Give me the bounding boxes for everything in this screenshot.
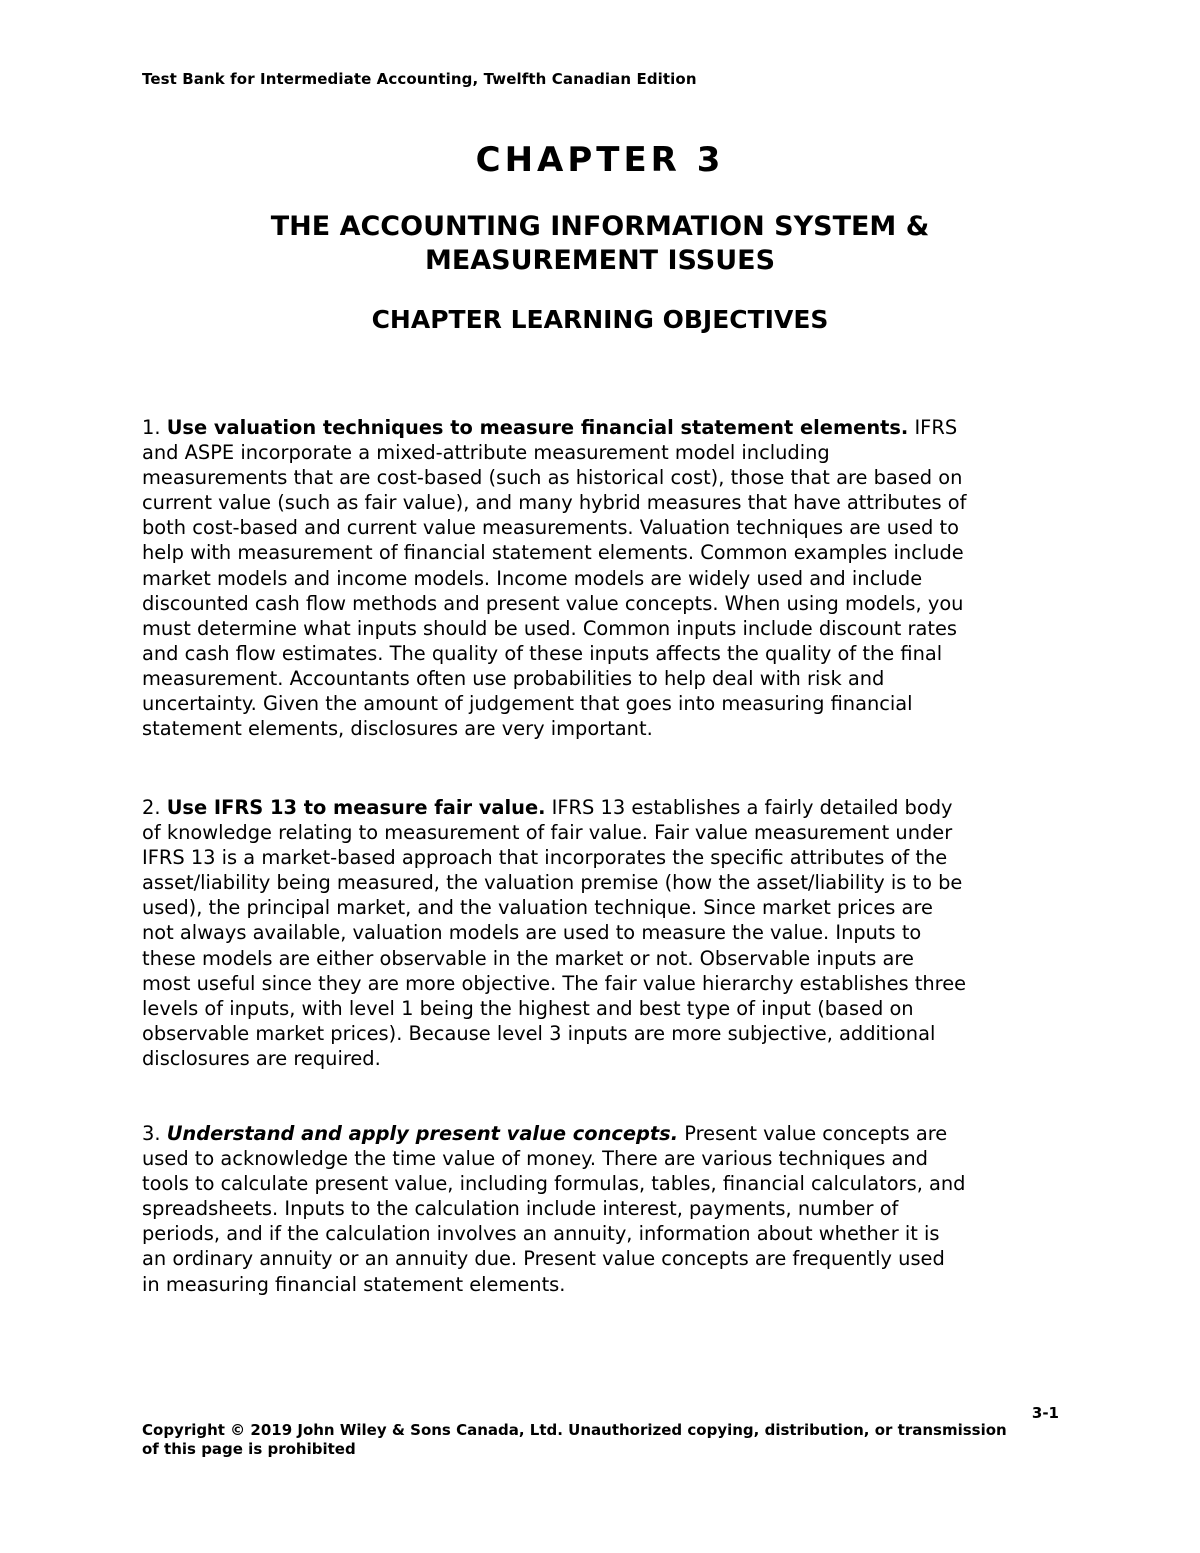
objective-number: 2. [142, 796, 161, 819]
objective-text-line: and ASPE incorporate a mixed-attribute measurement model including [142, 441, 830, 465]
objective-text-line: levels of inputs, with level 1 being the highest and best type of input (based on [142, 996, 914, 1020]
objective-text-line: help with measurement of financial statement elements. Common examples include [142, 541, 964, 565]
objective-text-line: market models and income models. Income models are widely used and include [142, 566, 923, 590]
objective-first-line [142, 795, 1062, 820]
objective-text-line: most useful since they are more objective. The fair value hierarchy establishes three [142, 971, 967, 995]
objective-text-line: IFRS [914, 416, 958, 439]
objective-text-line: asset/liability being measured, the valuation premise (how the asset/liability is to be [142, 871, 963, 895]
objective-text-line: disclosures are required. [142, 1046, 381, 1070]
objective-text-line: statement elements, disclosures are very important. [142, 717, 653, 741]
chapter-title-line-2: MEASUREMENT ISSUES [424, 245, 776, 276]
copyright-line-2: of this page is prohibited [142, 1440, 356, 1458]
running-header: Test Bank for Intermediate Accounting, Twelfth Canadian Edition [142, 70, 697, 88]
page-number: 3-1 [1031, 1404, 1059, 1422]
objective-text-line: measurements that are cost-based (such as historical cost), those that are based on [142, 466, 963, 490]
objective-text-line: periods, and if the calculation involves an annuity, information about whether it is [142, 1222, 940, 1246]
objective-text-line: in measuring financial statement elements. [142, 1272, 566, 1296]
objective-text-line: these models are either observable in the market or not. Observable inputs are [142, 946, 914, 970]
copyright-line-1: Copyright © 2019 John Wiley & Sons Canada, Ltd. Unauthorized copying, distribution, or transmission [142, 1421, 1007, 1439]
objective-text-line: discounted cash flow methods and present value concepts. When using models, you [142, 591, 964, 615]
objective-text-line: IFRS 13 establishes a fairly detailed body [551, 796, 953, 819]
copyright-notice [142, 1421, 1062, 1459]
objective-title: Use valuation techniques to measure financial statement elements. [166, 416, 909, 439]
objective-text-line: uncertainty. Given the amount of judgement that goes into measuring financial [142, 692, 913, 716]
chapter-number: CHAPTER 3 [475, 140, 725, 180]
objective-text-line: an ordinary annuity or an annuity due. Present value concepts are frequently used [142, 1247, 945, 1271]
objective-text-line: tools to calculate present value, including formulas, tables, financial calculators, and [142, 1172, 966, 1196]
objective-number: 1. [142, 416, 161, 439]
learning-objective-1 [142, 415, 1062, 741]
objective-title: Understand and apply present value concepts. [166, 1122, 679, 1145]
chapter-title [0, 210, 1200, 278]
objective-text-line: and cash flow estimates. The quality of these inputs affects the quality of the final [142, 641, 943, 665]
objective-text-line: both cost-based and current value measurements. Valuation techniques are used to [142, 516, 959, 540]
objective-text-line: IFRS 13 is a market-based approach that incorporates the specific attributes of the [142, 846, 948, 870]
objective-text-line: used), the principal market, and the valuation technique. Since market prices are [142, 896, 933, 920]
objective-first-line [142, 1121, 1062, 1146]
objective-text-line: of knowledge relating to measurement of fair value. Fair value measurement under [142, 821, 953, 845]
objective-text-line: must determine what inputs should be used. Common inputs include discount rates [142, 616, 958, 640]
learning-objective-3 [142, 1121, 1062, 1297]
objective-text-line: used to acknowledge the time value of money. There are various techniques and [142, 1147, 928, 1171]
objective-text-line: not always available, valuation models are used to measure the value. Inputs to [142, 921, 922, 945]
objective-text-line: observable market prices). Because level 3 inputs are more subjective, additional [142, 1021, 936, 1045]
chapter-title-line-1: THE ACCOUNTING INFORMATION SYSTEM & [270, 211, 930, 242]
objective-number: 3. [142, 1122, 161, 1145]
objective-text-line: measurement. Accountants often use probabilities to help deal with risk and [142, 666, 885, 690]
objective-title: Use IFRS 13 to measure fair value. [166, 796, 546, 819]
objective-text-line: Present value concepts are [684, 1122, 948, 1145]
objective-first-line [142, 415, 1062, 440]
objective-text-line: spreadsheets. Inputs to the calculation include interest, payments, number of [142, 1197, 899, 1221]
learning-objective-2 [142, 795, 1062, 1071]
objective-text-line: current value (such as fair value), and many hybrid measures that have attributes of [142, 491, 967, 515]
objectives-heading: CHAPTER LEARNING OBJECTIVES [371, 305, 829, 334]
